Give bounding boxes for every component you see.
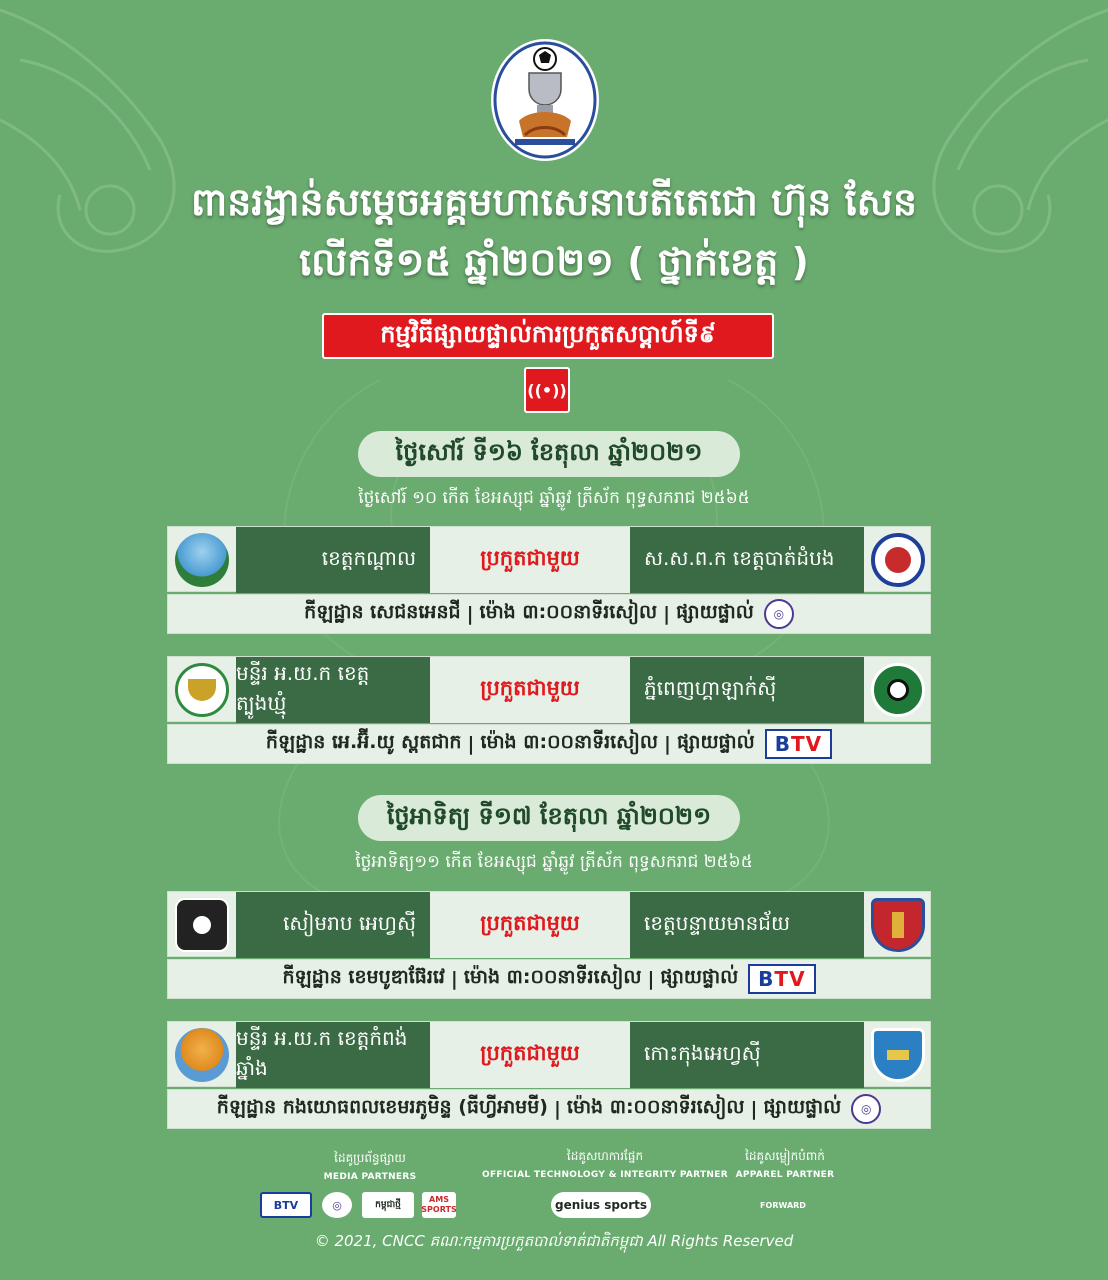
kickoff-time: ម៉ោង ៣:០០នាទីរសៀល <box>566 1096 745 1118</box>
away-team-logo <box>864 1022 932 1088</box>
media-partners-en: MEDIA PARTNERS <box>323 1172 417 1182</box>
kickoff-time: ម៉ោង ៣:០០នាទីរសៀល <box>479 601 658 623</box>
tech-partner-heading <box>480 1148 730 1180</box>
broadcast-label: ផ្សាយផ្ទាល់ <box>676 731 755 753</box>
home-team-name: មន្ទីរ អ.យ.ក ខេត្តត្បូងឃ្មុំ <box>236 657 430 723</box>
broadcast-label: ផ្សាយផ្ទាល់ <box>763 1096 842 1118</box>
home-team-logo <box>168 657 236 723</box>
live-broadcast-banner: កម្មវិធីផ្សាយផ្ទាល់ការប្រកួតសប្តាហ៍ទី៩ <box>322 313 774 359</box>
broadcast-label: ផ្សាយផ្ទាល់ <box>676 601 754 623</box>
kickoff-time: ម៉ោង ៣:០០នាទីរសៀល <box>463 966 642 988</box>
separator: | <box>553 1098 561 1120</box>
home-team-logo <box>168 527 236 593</box>
match-row <box>167 891 931 957</box>
siem-reap-crest-icon <box>175 898 229 952</box>
match-info-row <box>167 1089 931 1129</box>
broadcast-label: ផ្សាយផ្ទាល់ <box>660 966 739 988</box>
federation-crest-icon: ◎ <box>764 599 794 629</box>
tech-partner-en: OFFICIAL TECHNOLOGY & INTEGRITY PARTNER <box>482 1170 728 1180</box>
day-2-date: ថ្ងៃអាទិត្យ ទី១៧ ខែតុលា ឆ្នាំ២០២១ <box>358 795 740 841</box>
media-partners-km: ដៃគូប្រព័ន្ធផ្សាយ <box>334 1151 406 1165</box>
btv-logo: B TV <box>765 729 832 759</box>
versus-label: ប្រកួតជាមួយ <box>430 892 630 958</box>
ams-sports-logo: AMS SPORTS <box>422 1192 456 1218</box>
match-info-row <box>167 594 931 634</box>
home-team-name: ខេត្តកណ្តាល <box>236 527 430 593</box>
battambang-crest-icon <box>871 533 925 587</box>
galaxy-crest-icon <box>871 663 925 717</box>
separator: | <box>647 968 655 990</box>
live-signal-icon: ((•)) <box>524 367 570 413</box>
versus-label: ប្រកួតជាមួយ <box>430 1022 630 1088</box>
versus-label: ប្រកួតជាមួយ <box>430 657 630 723</box>
match-row <box>167 656 931 722</box>
tournament-logo <box>489 37 601 163</box>
separator: | <box>750 1098 758 1120</box>
away-team-name: ខេត្តបន្ទាយមានជ័យ <box>630 892 864 958</box>
match-row <box>167 1021 931 1087</box>
match-info-row <box>167 724 931 764</box>
match-row <box>167 526 931 592</box>
apparel-partner-en: APPAREL PARTNER <box>735 1170 835 1180</box>
tech-partner-km: ដៃគូសហការផ្នែក <box>566 1149 644 1163</box>
away-team-logo <box>864 527 932 593</box>
btv-partner-logo: BTV <box>260 1192 312 1218</box>
banteay-meanchey-crest-icon <box>871 898 925 952</box>
away-team-name: ស.ស.ព.ក ខេត្តបាត់ដំបង <box>630 527 864 593</box>
away-team-logo <box>864 657 932 723</box>
forward-logo: FORWARD <box>760 1200 806 1210</box>
home-team-name: មន្ទីរ អ.យ.ក ខេត្តកំពង់ឆ្នាំង <box>236 1022 430 1088</box>
match-info-row <box>167 959 931 999</box>
away-team-name: ភ្នំពេញហ្គាឡាក់ស៊ី <box>630 657 864 723</box>
kickoff-time: ម៉ោង ៣:០០នាទីរសៀល <box>480 731 659 753</box>
separator: | <box>664 733 671 755</box>
separator: | <box>466 603 474 625</box>
title-line-2: លើកទី១៥ ឆ្នាំ២០២១ ( ថ្នាក់ខេត្ត ) <box>299 240 809 284</box>
kampuchea-thmey-logo: កម្ពុជាថ្មី <box>362 1192 414 1218</box>
koh-kong-crest-icon <box>871 1028 925 1082</box>
apparel-partner-km: ដៃគូសម្លៀកបំពាក់ <box>745 1149 825 1163</box>
venue-text: កីឡដ្ឋាន សេជនអេនជី <box>304 601 461 623</box>
separator: | <box>467 733 475 755</box>
copyright-footer: © 2021, CNCC គណៈកម្មការប្រកួតបាល់ទាត់ជាតិកម្ពុជា All Rights Reserved <box>314 1232 794 1250</box>
home-team-name: សៀមរាប អេហ្វស៊ី <box>236 892 430 958</box>
tbong-khmum-crest-icon <box>175 663 229 717</box>
genius-sports-logo: genius sports <box>551 1192 651 1218</box>
btv-logo: B TV <box>748 964 815 994</box>
media-partners-heading <box>290 1150 450 1182</box>
away-team-logo <box>864 892 932 958</box>
apparel-partner-heading <box>720 1148 850 1180</box>
home-team-logo <box>168 892 236 958</box>
day-1-lunar-date: ថ្ងៃសៅរ៍ ១០ កើត ខែអស្សុជ ឆ្នាំឆ្លូវ ត្រីស័ក ពុទ្ធសករាជ ២៥៦៥ <box>358 488 750 508</box>
kandal-crest-icon <box>175 533 229 587</box>
federation-partner-logo: ◎ <box>322 1192 352 1218</box>
federation-crest-icon: ◎ <box>851 1094 881 1124</box>
versus-label: ប្រកួតជាមួយ <box>430 527 630 593</box>
separator: | <box>663 603 671 625</box>
venue-text: កីឡដ្ឋាន ខេមបូឌាផ៊ែរវេ <box>282 966 445 988</box>
title-line-1: ពានរង្វាន់សម្តេចអគ្គមហាសេនាបតីតេជោ ហ៊ុន សែន <box>191 180 917 224</box>
away-team-name: កោះកុងអេហ្វស៊ី <box>630 1022 864 1088</box>
home-team-logo <box>168 1022 236 1088</box>
venue-text: កីឡដ្ឋាន អេ.អ៊ី.យូ ស្ពតជាក <box>265 731 462 753</box>
venue-text: កីឡដ្ឋាន កងយោធពលខេមរភូមិន្ទ (ធីហ្វីអាមមី) <box>216 1096 548 1118</box>
day-2-lunar-date: ថ្ងៃអាទិត្យ១១ កើត ខែអស្សុជ ឆ្នាំឆ្លូវ ត្រីស័ក ពុទ្ធសករាជ ២៥៦៥ <box>355 852 753 872</box>
separator: | <box>450 968 458 990</box>
day-1-date: ថ្ងៃសៅរ៍ ទី១៦ ខែតុលា ឆ្នាំ២០២១ <box>358 431 740 477</box>
kampong-chhnang-crest-icon <box>175 1028 229 1082</box>
